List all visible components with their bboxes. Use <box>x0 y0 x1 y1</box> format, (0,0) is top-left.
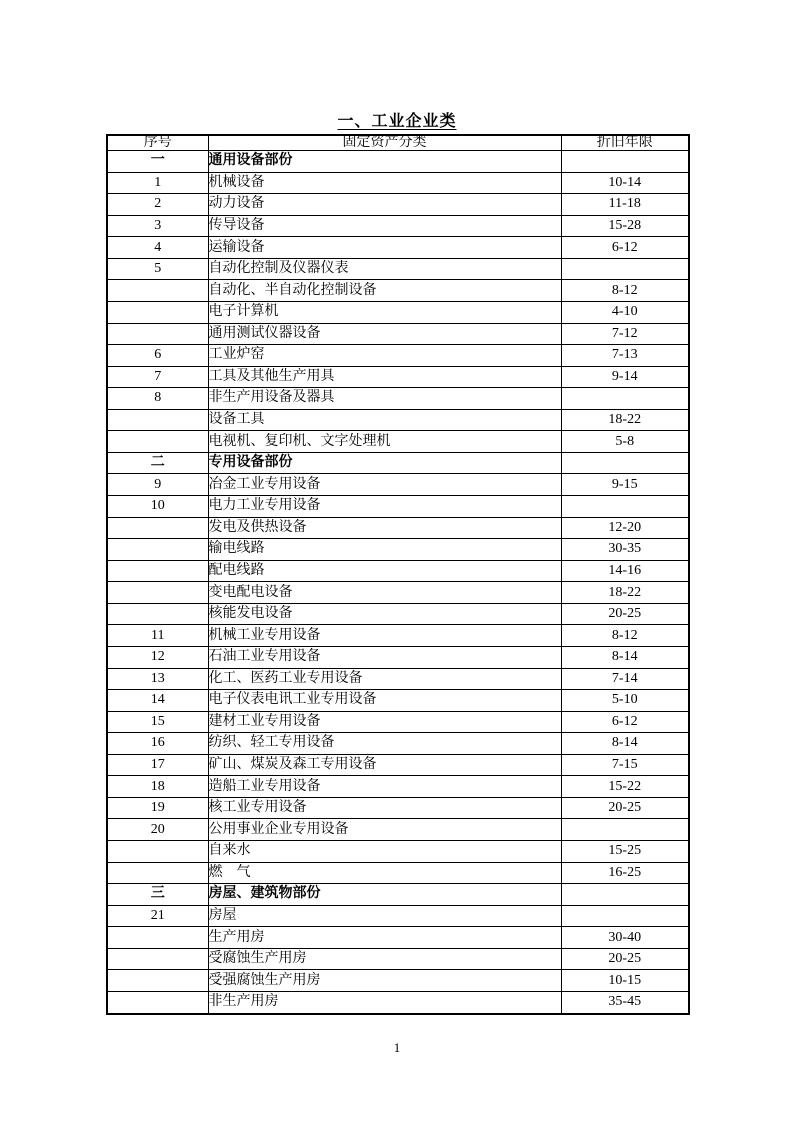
row-number-cell: 一 <box>107 151 208 173</box>
category-cell: 建材工业专用设备 <box>208 711 561 733</box>
row-number-cell <box>107 280 208 302</box>
table-body <box>107 151 689 1015</box>
category-cell: 电力工业专用设备 <box>208 496 561 518</box>
table-row <box>107 517 689 539</box>
row-number-cell: 16 <box>107 733 208 755</box>
years-cell: 10-15 <box>561 970 689 992</box>
row-number-cell: 3 <box>107 215 208 237</box>
category-cell: 设备工具 <box>208 409 561 431</box>
category-cell: 工具及其他生产用具 <box>208 366 561 388</box>
table-row <box>107 496 689 518</box>
table-row <box>107 237 689 259</box>
table-row <box>107 819 689 841</box>
years-cell <box>561 905 689 927</box>
category-cell: 非生产用房 <box>208 991 561 1014</box>
years-cell: 8-14 <box>561 646 689 668</box>
category-cell: 输电线路 <box>208 539 561 561</box>
years-cell <box>561 452 689 474</box>
years-cell: 5-10 <box>561 690 689 712</box>
row-number-cell <box>107 560 208 582</box>
row-number-cell: 三 <box>107 884 208 906</box>
years-cell: 20-25 <box>561 603 689 625</box>
table-row <box>107 409 689 431</box>
years-cell: 4-10 <box>561 301 689 323</box>
years-cell: 30-40 <box>561 927 689 949</box>
category-cell: 发电及供热设备 <box>208 517 561 539</box>
table-row <box>107 905 689 927</box>
row-number-cell: 8 <box>107 388 208 410</box>
category-cell: 石油工业专用设备 <box>208 646 561 668</box>
category-cell: 传导设备 <box>208 215 561 237</box>
row-number-cell: 17 <box>107 754 208 776</box>
table-row <box>107 366 689 388</box>
years-cell: 7-13 <box>561 345 689 367</box>
page-number: 1 <box>393 1040 401 1055</box>
years-cell: 35-45 <box>561 991 689 1014</box>
section-row <box>107 452 689 474</box>
header-asset-category: 固定资产分类 <box>208 135 561 151</box>
table-row <box>107 582 689 604</box>
table-row <box>107 927 689 949</box>
category-cell: 机械设备 <box>208 172 561 194</box>
row-number-cell: 15 <box>107 711 208 733</box>
table-row <box>107 646 689 668</box>
row-number-cell: 18 <box>107 776 208 798</box>
table-header-row <box>107 135 689 151</box>
row-number-cell: 13 <box>107 668 208 690</box>
table-row <box>107 733 689 755</box>
years-cell: 30-35 <box>561 539 689 561</box>
header-serial-number: 序号 <box>107 135 208 151</box>
years-cell: 16-25 <box>561 862 689 884</box>
category-cell: 自动化控制及仪器仪表 <box>208 258 561 280</box>
row-number-cell <box>107 409 208 431</box>
row-number-cell <box>107 539 208 561</box>
row-number-cell <box>107 948 208 970</box>
row-number-cell <box>107 582 208 604</box>
table-row <box>107 991 689 1014</box>
row-number-cell: 5 <box>107 258 208 280</box>
table-row <box>107 258 689 280</box>
years-cell: 15-25 <box>561 841 689 863</box>
table-row <box>107 345 689 367</box>
table-row <box>107 388 689 410</box>
years-cell: 18-22 <box>561 582 689 604</box>
table-row <box>107 754 689 776</box>
category-cell: 纺织、轻工专用设备 <box>208 733 561 755</box>
table-row <box>107 690 689 712</box>
category-cell: 非生产用设备及器具 <box>208 388 561 410</box>
table-row <box>107 970 689 992</box>
years-cell <box>561 884 689 906</box>
row-number-cell: 7 <box>107 366 208 388</box>
table-row <box>107 948 689 970</box>
table-row <box>107 474 689 496</box>
years-cell: 14-16 <box>561 560 689 582</box>
category-cell: 化工、医药工业专用设备 <box>208 668 561 690</box>
row-number-cell: 21 <box>107 905 208 927</box>
years-cell: 6-12 <box>561 711 689 733</box>
category-cell: 矿山、煤炭及森工专用设备 <box>208 754 561 776</box>
row-number-cell: 12 <box>107 646 208 668</box>
years-cell: 18-22 <box>561 409 689 431</box>
years-cell: 8-12 <box>561 280 689 302</box>
row-number-cell <box>107 970 208 992</box>
table-row <box>107 625 689 647</box>
row-number-cell <box>107 431 208 453</box>
category-cell: 房屋、建筑物部份 <box>208 884 561 906</box>
category-cell: 电视机、复印机、文字处理机 <box>208 431 561 453</box>
years-cell: 5-8 <box>561 431 689 453</box>
row-number-cell <box>107 603 208 625</box>
row-number-cell: 11 <box>107 625 208 647</box>
category-cell: 变电配电设备 <box>208 582 561 604</box>
years-cell: 6-12 <box>561 237 689 259</box>
category-cell: 工业炉窑 <box>208 345 561 367</box>
category-cell: 电子计算机 <box>208 301 561 323</box>
row-number-cell <box>107 323 208 345</box>
row-number-cell: 19 <box>107 797 208 819</box>
category-cell: 动力设备 <box>208 194 561 216</box>
table-row <box>107 323 689 345</box>
table-row <box>107 215 689 237</box>
table-header <box>107 135 689 151</box>
years-cell: 12-20 <box>561 517 689 539</box>
table-row <box>107 431 689 453</box>
row-number-cell <box>107 991 208 1014</box>
section-row <box>107 151 689 173</box>
category-cell: 电子仪表电讯工业专用设备 <box>208 690 561 712</box>
years-cell: 7-14 <box>561 668 689 690</box>
category-cell: 造船工业专用设备 <box>208 776 561 798</box>
row-number-cell: 10 <box>107 496 208 518</box>
table-row <box>107 668 689 690</box>
category-cell: 核能发电设备 <box>208 603 561 625</box>
table-row <box>107 301 689 323</box>
table-row <box>107 797 689 819</box>
category-cell: 专用设备部份 <box>208 452 561 474</box>
row-number-cell: 20 <box>107 819 208 841</box>
category-cell: 核工业专用设备 <box>208 797 561 819</box>
row-number-cell <box>107 841 208 863</box>
years-cell: 7-15 <box>561 754 689 776</box>
row-number-cell: 9 <box>107 474 208 496</box>
row-number-cell: 6 <box>107 345 208 367</box>
row-number-cell: 1 <box>107 172 208 194</box>
row-number-cell <box>107 517 208 539</box>
depreciation-table <box>106 134 690 1015</box>
category-cell: 配电线路 <box>208 560 561 582</box>
category-cell: 通用设备部份 <box>208 151 561 173</box>
years-cell <box>561 388 689 410</box>
header-depreciation-years: 折旧年限 <box>561 135 689 151</box>
years-cell: 8-12 <box>561 625 689 647</box>
row-number-cell: 二 <box>107 452 208 474</box>
category-cell: 自动化、半自动化控制设备 <box>208 280 561 302</box>
table-row <box>107 194 689 216</box>
table-row <box>107 172 689 194</box>
table-row <box>107 560 689 582</box>
category-cell: 自来水 <box>208 841 561 863</box>
years-cell <box>561 819 689 841</box>
years-cell: 20-25 <box>561 797 689 819</box>
years-cell: 9-15 <box>561 474 689 496</box>
table-row <box>107 603 689 625</box>
years-cell: 15-22 <box>561 776 689 798</box>
years-cell <box>561 496 689 518</box>
years-cell: 7-12 <box>561 323 689 345</box>
row-number-cell <box>107 927 208 949</box>
page-title: 一、工业企业类 <box>337 113 457 130</box>
years-cell <box>561 258 689 280</box>
category-cell: 公用事业企业专用设备 <box>208 819 561 841</box>
section-row <box>107 884 689 906</box>
years-cell: 15-28 <box>561 215 689 237</box>
row-number-cell: 4 <box>107 237 208 259</box>
category-cell: 受强腐蚀生产用房 <box>208 970 561 992</box>
years-cell: 20-25 <box>561 948 689 970</box>
years-cell: 8-14 <box>561 733 689 755</box>
table-row <box>107 539 689 561</box>
years-cell: 9-14 <box>561 366 689 388</box>
years-cell: 11-18 <box>561 194 689 216</box>
category-cell: 冶金工业专用设备 <box>208 474 561 496</box>
years-cell <box>561 151 689 173</box>
category-cell: 通用测试仪器设备 <box>208 323 561 345</box>
category-cell: 生产用房 <box>208 927 561 949</box>
table-row <box>107 841 689 863</box>
row-number-cell: 2 <box>107 194 208 216</box>
category-cell: 机械工业专用设备 <box>208 625 561 647</box>
row-number-cell <box>107 301 208 323</box>
table-row <box>107 280 689 302</box>
table-row <box>107 776 689 798</box>
table-row <box>107 862 689 884</box>
category-cell: 运输设备 <box>208 237 561 259</box>
row-number-cell: 14 <box>107 690 208 712</box>
category-cell: 受腐蚀生产用房 <box>208 948 561 970</box>
years-cell: 10-14 <box>561 172 689 194</box>
category-cell: 房屋 <box>208 905 561 927</box>
row-number-cell <box>107 862 208 884</box>
table-row <box>107 711 689 733</box>
category-cell: 燃 气 <box>208 862 561 884</box>
